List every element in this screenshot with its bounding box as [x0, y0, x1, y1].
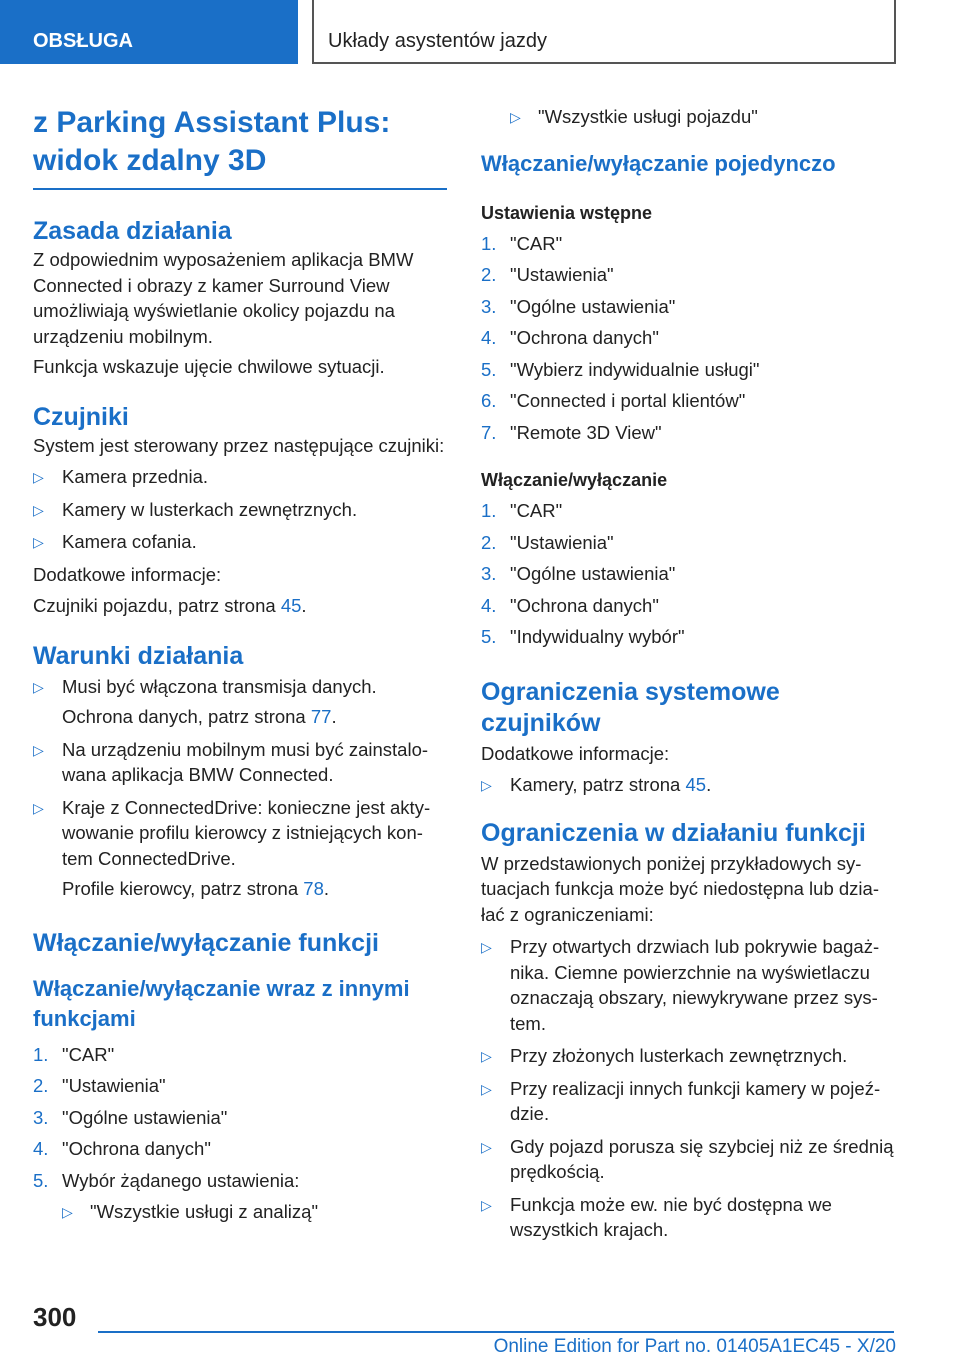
- list-item: 1. "CAR": [33, 1043, 115, 1065]
- triangle-bullet-icon: ▷: [33, 534, 44, 550]
- list-item: ▷ Gdy pojazd porusza się szybciej niż ze średnią prędkością.: [481, 1135, 894, 1182]
- triangle-bullet-icon: ▷: [33, 469, 44, 485]
- triangle-bullet-icon: ▷: [33, 678, 44, 695]
- triangle-bullet-icon: ▷: [481, 1048, 492, 1064]
- triangle-bullet-icon: ▷: [33, 799, 44, 816]
- list-item: 3. "Ogólne ustawienia": [481, 295, 676, 317]
- list-item: 3. "Ogólne ustawienia": [481, 563, 676, 584]
- triangle-bullet-icon: ▷: [481, 777, 492, 793]
- heading-individual: Włączanie/wyłączanie pojedynczo: [481, 150, 836, 176]
- presets-steps: [481, 231, 896, 446]
- heading-principle: Zasada działania: [33, 217, 232, 245]
- list-item: ▷ Przy złożonych lusterkach zewnętrznych.: [481, 1043, 896, 1069]
- left-column: [33, 100, 447, 1225]
- function-limits-intro: W przedstawionych poniżej przykładowych sytuacjach funkcja może być niedostępna lub działać z ograniczeniami:: [481, 852, 879, 925]
- sensors-ref: Czujniki pojazdu, patrz strona 45.: [33, 595, 307, 616]
- triangle-bullet-icon: ▷: [33, 501, 44, 518]
- page-link[interactable]: 45: [280, 595, 302, 616]
- subheading-onoff-all: Włączanie/wyłączanie wraz z innymi funkcjami: [33, 975, 410, 1031]
- title-divider: [33, 188, 447, 190]
- triangle-bullet-icon: ▷: [510, 109, 521, 125]
- list-item: ▷ Przy otwartych drzwiach lub pokrywie bagażnika. Ciemne powierzchnie na wyświetlaczu oznaczają obszary, niewykrywane przez system.: [481, 936, 880, 1034]
- toggle-steps: [481, 498, 896, 650]
- heading-conditions: Warunki działania: [33, 641, 244, 670]
- list-item: ▷ "Wszystkie usługi z analizą": [62, 1199, 447, 1225]
- list-item: ▷ Musi być włączona transmisja danych. Ochrona danych, patrz strona 77.: [33, 675, 377, 727]
- list-item: 2. "Ustawienia": [481, 531, 614, 553]
- principle-text: Z odpowiednim wyposażeniem aplikacja BMW Connected i obrazy z kamer Surround View umożliwiają wyświetlanie okolicy pojazdu na urządzeniu mobilnym.: [33, 249, 414, 347]
- list-item: 5. "Wybierz indywidualnie usługi": [481, 358, 760, 380]
- sensor-limits-more: Dodatkowe informacje:: [481, 742, 670, 764]
- list-item: 2. "Ustawienia": [481, 264, 614, 285]
- heading-function-limits: Ograniczenia w działaniu funkcji: [481, 818, 866, 847]
- principle-note: Funkcja wskazuje ujęcie chwilowe sytuacji.: [33, 356, 385, 377]
- page-link[interactable]: 45: [685, 774, 707, 795]
- list-item: ▷ Kamera przednia.: [33, 464, 447, 490]
- list-item: 4. "Ochrona danych": [481, 327, 659, 348]
- page-title: z Parking Assistant Plus: widok zdalny 3D: [33, 106, 391, 177]
- list-item: ▷ Kamery w lusterkach zewnętrznych.: [33, 497, 447, 523]
- sensors-list: [33, 464, 447, 555]
- sensors-more: Dodatkowe informacje:: [33, 563, 222, 585]
- heading-toggle: Włączanie/wyłączanie: [481, 470, 668, 490]
- sensor-limits-list: [481, 772, 896, 798]
- list-item: ▷ Na urządzeniu mobilnym musi być zainstalowana aplikacja BMW Connected.: [33, 738, 429, 785]
- heading-presets: Ustawienia wstępne: [481, 202, 653, 223]
- list-item: 5. "Indywidualny wybór": [481, 626, 685, 647]
- list-item: 3. "Ogólne ustawienia": [33, 1106, 228, 1128]
- triangle-bullet-icon: ▷: [481, 939, 492, 955]
- triangle-bullet-icon: ▷: [481, 1196, 492, 1213]
- page-link[interactable]: 78: [303, 878, 324, 899]
- continued-sub-list: [510, 104, 896, 130]
- list-item: 6. "Connected i portal klientów": [481, 390, 746, 411]
- triangle-bullet-icon: ▷: [481, 1080, 492, 1097]
- heading-sensors: Czujniki: [33, 402, 129, 431]
- list-item: ▷ Kamery, patrz strona 45.: [481, 772, 896, 798]
- list-item: 7. "Remote 3D View": [481, 421, 662, 443]
- onoff-steps: [33, 1042, 447, 1194]
- chapter-title: Układy asystentów jazdy: [312, 0, 896, 64]
- list-item: 1. "CAR": [481, 500, 563, 521]
- list-item: 4. "Ochrona danych": [33, 1138, 211, 1159]
- function-limits-list: [481, 934, 896, 1243]
- section-tab: OBSŁUGA: [0, 0, 298, 64]
- triangle-bullet-icon: ▷: [33, 741, 44, 758]
- list-item: 2. "Ustawienia": [33, 1075, 166, 1096]
- list-item: ▷ Kraje z ConnectedDrive: konieczne jest aktywowanie profilu kierowcy z istniejących kontem ConnectedDrive. Profile kierowcy, patrz strona 78.: [33, 796, 431, 899]
- onoff-sub-list: [62, 1199, 447, 1225]
- list-item: ▷ "Wszystkie usługi pojazdu": [510, 104, 896, 130]
- triangle-bullet-icon: ▷: [62, 1204, 73, 1220]
- right-column: [481, 104, 896, 1243]
- triangle-bullet-icon: ▷: [481, 1138, 492, 1155]
- list-item: 4. "Ochrona danych": [481, 594, 659, 616]
- list-item: 5. Wybór żądanego ustawienia:: [33, 1169, 300, 1191]
- sensors-intro: System jest sterowany przez następujące czujniki:: [33, 434, 445, 456]
- list-item: 1. "CAR": [481, 232, 563, 254]
- list-item: ▷ Kamera cofania.: [33, 529, 447, 555]
- conditions-list: [33, 674, 447, 902]
- heading-sensor-limits: Ograniczenia systemowe czujników: [481, 677, 780, 737]
- list-item: ▷ Przy realizacji innych funkcji kamery w pojeździe.: [481, 1077, 881, 1124]
- list-item: ▷ Funkcja może ew. nie być dostępna we wszystkich krajach.: [481, 1193, 832, 1240]
- page-number: 300: [33, 1302, 77, 1332]
- footer-divider: [98, 1331, 894, 1333]
- edition-note: Online Edition for Part no. 01405A1EC45 - X/20: [493, 1336, 896, 1357]
- heading-onoff: Włączanie/wyłączanie funkcji: [33, 928, 379, 957]
- page-link[interactable]: 77: [310, 706, 332, 727]
